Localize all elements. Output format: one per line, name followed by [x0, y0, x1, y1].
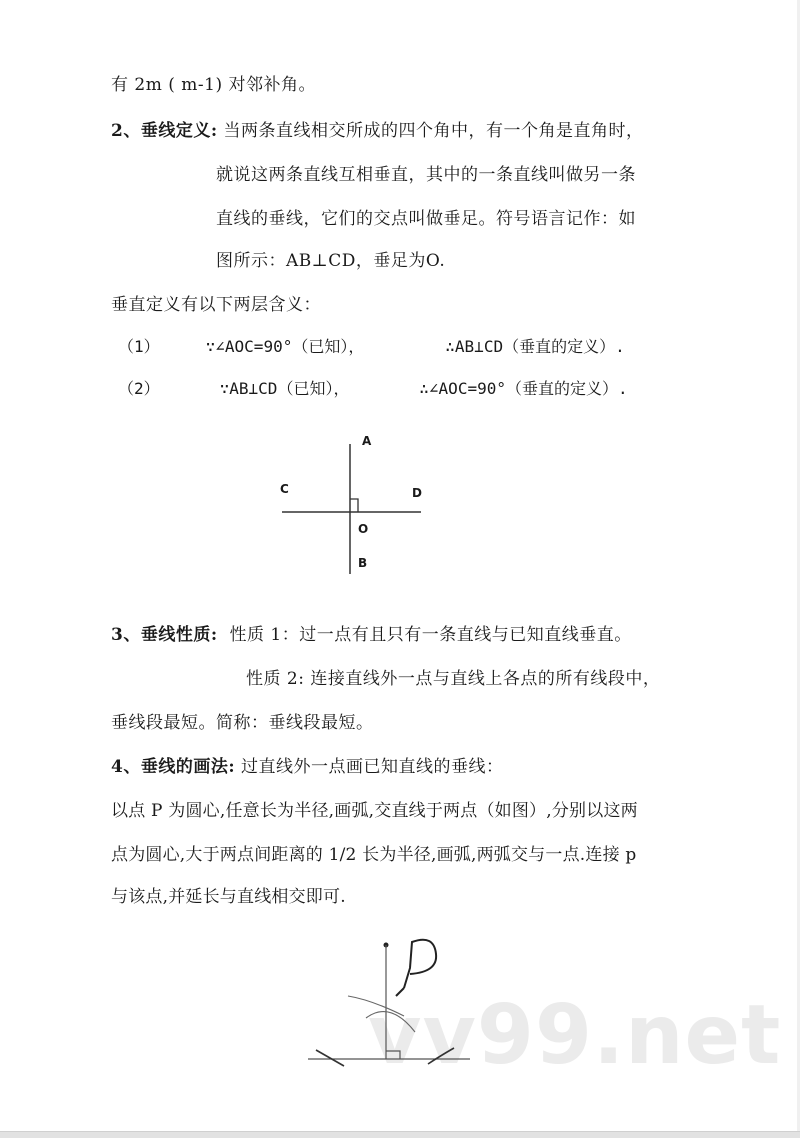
- section2-text1: 当两条直线相交所成的四个角中，有一个角是直角时，: [223, 121, 644, 141]
- section3-heading: 3、垂线性质:: [111, 625, 218, 645]
- section2-text3: 直线的垂线，它们的交点叫做垂足。符号语言记作：如: [216, 209, 636, 229]
- section2-line1: [111, 120, 644, 142]
- label-o: O: [358, 522, 369, 536]
- meaning-title: 垂直定义有以下两层含义：: [111, 295, 321, 315]
- section4-text1: 以点 P 为圆心,任意长为半径,画弧,交直线于两点（如图）,分别以这两: [111, 801, 638, 821]
- section4-text3: 与该点,并延长与直线相交即可.: [111, 887, 346, 907]
- item-number: （1）: [118, 337, 160, 356]
- section4-text2: 点为圆心,大于两点间距离的 1/2 长为半径,画弧,两弧交与一点.连接 p: [111, 845, 637, 865]
- construction-diagram: [300, 920, 480, 1070]
- item-premise: ∵AB⊥CD（已知），: [219, 379, 350, 398]
- intro-line: 有 2m ( m-1) 对邻补角。: [111, 75, 316, 95]
- construction-figure: [300, 920, 480, 1070]
- section2-text4: 图所示：AB⊥CD，垂足为O.: [216, 251, 446, 271]
- label-a: A: [362, 434, 372, 448]
- label-d: D: [412, 486, 422, 500]
- meaning-item-1: [118, 336, 625, 358]
- section3-line1: [111, 624, 632, 646]
- label-c: C: [280, 482, 289, 496]
- watermark: vv99.net: [368, 988, 782, 1083]
- property-2b: 垂线段最短。简称：垂线段最短。: [111, 713, 374, 733]
- section2-text2: 就说这两条直线互相垂直，其中的一条直线叫做另一条: [216, 165, 636, 185]
- section4-intro: 过直线外一点画已知直线的垂线：: [241, 757, 504, 777]
- section2-heading: 2、垂线定义:: [111, 121, 218, 141]
- property-2a: 性质 2: 连接直线外一点与直线上各点的所有线段中，: [246, 669, 661, 689]
- section4-heading: 4、垂线的画法:: [111, 757, 236, 777]
- perpendicular-diagram: [270, 430, 440, 580]
- property-1: 性质 1：过一点有且只有一条直线与已知直线垂直。: [229, 625, 632, 645]
- meaning-item-2: [118, 378, 628, 400]
- label-b: B: [358, 556, 368, 570]
- section4-line1: [111, 756, 504, 778]
- item-premise: ∵∠AOC=90°（已知），: [205, 337, 365, 356]
- item-conclusion: ∴∠AOC=90°（垂直的定义）.: [419, 379, 628, 398]
- perpendicular-figure: [270, 430, 440, 580]
- item-number: （2）: [118, 379, 160, 398]
- item-conclusion: ∴AB⊥CD（垂直的定义）.: [445, 337, 625, 356]
